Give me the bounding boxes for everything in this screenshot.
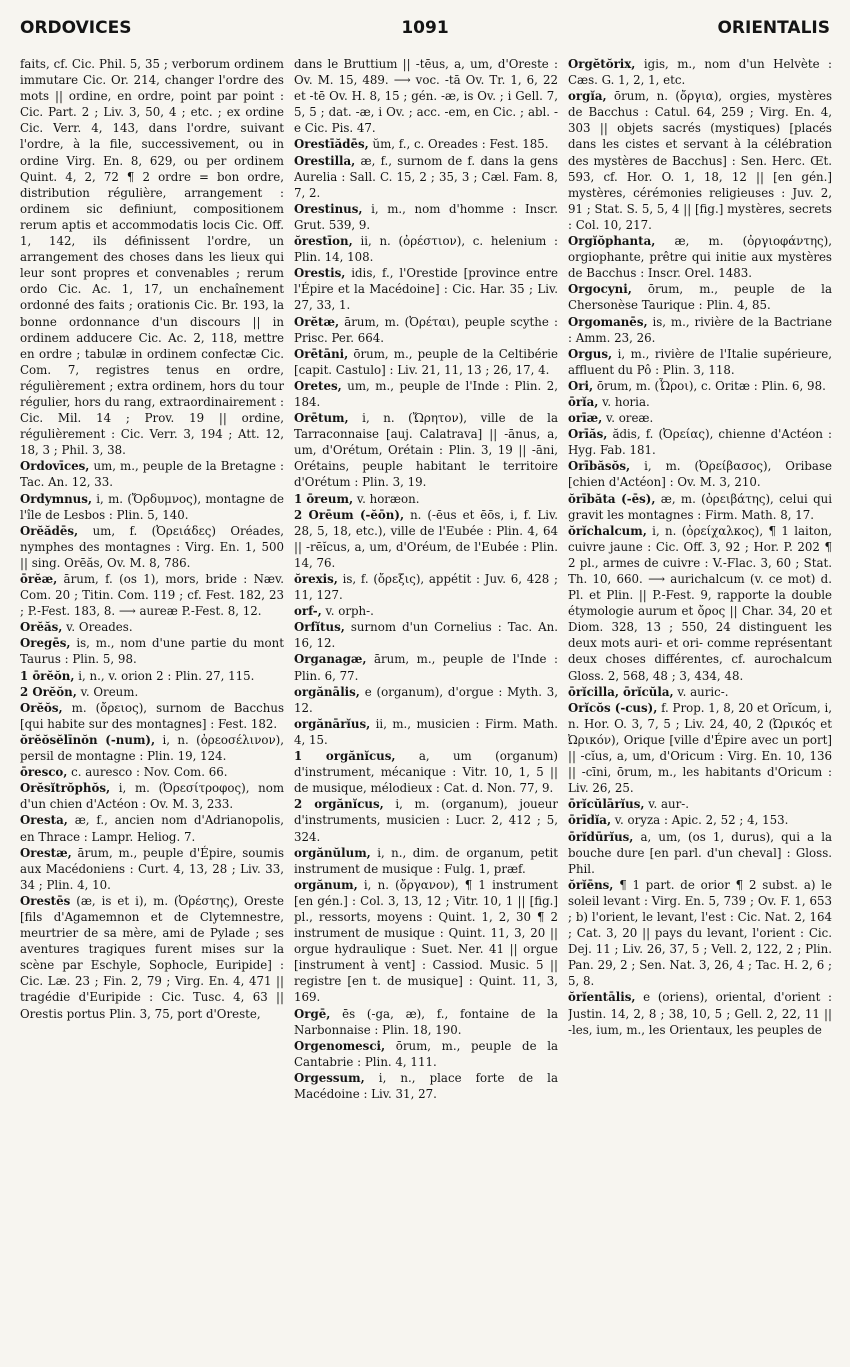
entry-headword: orīæ,	[568, 411, 603, 426]
entry-definition: æ, m. (ὀρειβάτης), celui qui gravit les montagnes : Firm. Math. 8, 17.	[568, 491, 832, 522]
entry-definition: ārum, m., peuple d'Épire, soumis aux Macédoniens : Curt. 4, 13, 28 ; Liv. 33, 34 ; Plin. 4, 10.	[20, 845, 284, 892]
dictionary-entry	[294, 233, 558, 265]
entry-headword: Orestilla,	[294, 153, 356, 168]
dictionary-entry	[20, 684, 284, 700]
entry-headword: ŏrexis,	[294, 572, 338, 586]
dictionary-entry	[20, 458, 284, 490]
entry-headword: Oregēs,	[20, 636, 71, 651]
entry-definition: i, m., nom d'homme : Inscr. Grut. 539, 9.	[294, 201, 558, 232]
entry-definition: is, f. (ὄρεξις), appétit : Juv. 6, 428 ; 11, 127.	[294, 572, 558, 603]
dictionary-entry	[294, 378, 558, 410]
entry-headword: ōrĭdūrĭus,	[568, 829, 634, 844]
entry-definition: ii, m., musicien : Firm. Math. 4, 15.	[294, 716, 558, 747]
dictionary-entry	[20, 491, 284, 523]
dictionary-entry	[568, 458, 832, 490]
entry-headword: Orīăs,	[568, 427, 608, 442]
entry-definition: i, n. (ὀρεοσέλινον), persil de montagne : Plin. 19, 124.	[20, 732, 284, 764]
dictionary-entry	[294, 153, 558, 201]
entry-definition: ārum, m., peuple de l'Inde : Plin. 6, 77.	[294, 652, 558, 683]
entry-definition: i, n., dim. de organum, petit instrument de musique : Fulg. 1, præf.	[294, 845, 558, 876]
dictionary-entry	[20, 635, 284, 667]
dictionary-entry	[294, 314, 558, 346]
entry-headword: orgĭa,	[568, 89, 607, 104]
entry-headword: ōresco,	[20, 765, 68, 780]
entry-headword: ŏrestīon,	[294, 234, 353, 249]
entry-definition: ōrum, m., peuple de la Chersonèse Taurique : Plin. 4, 85.	[568, 282, 832, 313]
entry-definition: (æ, is et i), m. (Ὀρέστης), Oreste [fils d'Agamemnon et de Clytemnestre, meurtrier de sa mère, ami de Pylade ; ses aventures tragiques furent mises sur la scène par Eschyle, Sophocle, Euripide] : Cic. Læ. 23 ; Fin. 2, 79 ; Virg. En. 4, 471 || tragédie d'Euripide : Cic. Tusc. 4, 63 || Orestis portus Plin. 3, 75, port d'Oreste,	[20, 893, 284, 1021]
entry-definition: ŭm, f., c. Oreades : Fest. 185.	[372, 137, 549, 152]
entry-definition: f. Prop. 1, 8, 20 et Orĭcum, i, n. Hor. O. 3, 7, 5 ; Liv. 24, 40, 2 (Ὠρικός et Ὠρικόν), Orique [ville d'Épire avec un port] || -cĭus, a, um, d'Oricum : Virg. En. 10, 136 || -cīni, ōrum, m., les habitants d'Oricum : Liv. 26, 25.	[568, 700, 832, 796]
dictionary-entry	[294, 571, 558, 603]
dictionary-entry	[20, 845, 284, 893]
entry-headword: Ordovīces,	[20, 459, 90, 474]
entry-headword: Orgocyni,	[568, 282, 632, 297]
entry-headword: Orētum,	[294, 411, 349, 426]
dictionary-entry	[20, 668, 284, 684]
entry-definition: um, m., peuple de l'Inde : Plin. 2, 184.	[294, 378, 558, 409]
dictionary-entry	[568, 829, 832, 877]
entry-definition: i, n. (ὄργανον), ¶ 1 instrument [en gén.] : Col. 3, 13, 12 ; Vitr. 10, 1 || [fig.] pl., ressorts, moyens : Quint. 1, 2, 30 ¶ 2 instrument de musique : Quint. 11, 3, 20 || orgue hydraulique : Suet. Ner. 41 || orgue [instrument à vent] : Cassiod. Music. 5 || registre [en t. de musique] : Quint. 11, 3, 169.	[294, 877, 558, 1005]
entry-headword: Orĕădēs,	[20, 523, 79, 538]
entry-definition: um, m., peuple de la Bretagne : Tac. An. 12, 33.	[20, 459, 284, 490]
entry-headword: ŏrĕŏsĕlīnŏn (-num),	[20, 732, 156, 747]
entry-definition: v. orph-.	[325, 604, 374, 619]
entry-definition: æ, m. (ὀργιοφάντης), orgiophante, prêtre qui initie aux mystères de Bacchus : Inscr. Orel. 1483.	[568, 234, 832, 281]
dictionary-entry	[568, 877, 832, 990]
entry-headword: Oresta,	[20, 813, 68, 828]
entry-headword: Orgĭŏphanta,	[568, 234, 656, 249]
entry-headword: ŏrībăta (-ēs),	[568, 491, 656, 506]
entry-definition: æ, f., surnom de f. dans la gens Aurelia : Sall. C. 15, 2 ; 35, 3 ; Cæl. Fam. 8, 7, 2.	[294, 153, 558, 200]
entry-definition: v. auric-.	[677, 684, 729, 699]
entry-definition: e (oriens), oriental, d'orient : Justin. 14, 2, 8 ; 38, 10, 5 ; Gell. 2, 22, 11 || -les, ium, m., les Orientaux, les peuples de	[568, 990, 832, 1037]
entry-definition: i, n., place forte de la Macédoine : Liv. 31, 27.	[294, 1070, 558, 1101]
entry-definition: a, um, (os 1, durus), qui a la bouche dure [en parl. d'un cheval] : Gloss. Phil.	[568, 829, 832, 876]
dictionary-entry	[568, 796, 832, 812]
dictionary-entry	[20, 893, 284, 1022]
entry-headword: Organagæ,	[294, 652, 367, 667]
entry-headword: ŏrĭentālis,	[568, 990, 636, 1005]
entry-headword: 2 Orēum (-ĕōn),	[294, 507, 405, 522]
entry-definition: ōrum, m., peuple de la Cantabrie : Plin. 4, 111.	[294, 1038, 558, 1069]
dictionary-entry	[294, 603, 558, 619]
entry-headword: Orestæ,	[20, 845, 72, 860]
dictionary-entry	[294, 748, 558, 796]
dictionary-entry	[294, 877, 558, 1006]
dictionary-entry	[20, 700, 284, 732]
dictionary-entry	[294, 1070, 558, 1102]
entry-definition: e (organum), d'orgue : Myth. 3, 12.	[294, 684, 558, 715]
entry-headword: Oretes,	[294, 378, 342, 393]
entry-headword: ōrĕæ,	[20, 572, 58, 586]
entry-headword: Orĕăs,	[20, 620, 63, 635]
dictionary-entry	[568, 394, 832, 410]
entry-headword: Orgessum,	[294, 1070, 365, 1085]
entry-headword: Orĕtæ,	[294, 314, 340, 329]
dictionary-entry	[20, 812, 284, 844]
dictionary-entry	[294, 265, 558, 313]
entry-headword: Orgomanēs,	[568, 314, 648, 329]
entry-definition: ēs (-ga, æ), f., fontaine de la Narbonnaise : Plin. 18, 190.	[294, 1006, 558, 1037]
dictionary-entry	[20, 780, 284, 812]
entry-definition: i, m. (organum), joueur d'instruments, musicien : Lucr. 2, 412 ; 5, 324.	[294, 797, 558, 844]
dictionary-entry	[20, 732, 284, 764]
entry-definition: i, m. (Ὀρεσίτροφος), nom d'un chien d'Actéon : Ov. M. 3, 233.	[20, 781, 284, 812]
entry-definition: ōrum, m. (Ὦροι), c. Oritæ : Plin. 6, 98.	[596, 378, 826, 393]
entry-headword: ŏrĭēns,	[568, 877, 614, 892]
dictionary-entry	[568, 410, 832, 426]
entry-headword: Orfĭtus,	[294, 620, 345, 635]
entry-definition: ōrum, m., peuple de la Celtibérie [capit. Castulo] : Liv. 21, 11, 13 ; 26, 17, 4.	[294, 346, 558, 377]
column-1	[20, 56, 284, 1356]
dictionary-entry	[568, 314, 832, 346]
entry-definition: c. auresco : Nov. Com. 66.	[71, 765, 228, 780]
entry-definition: ōrum, n. (ὄργια), orgies, mystères de Bacchus : Catul. 64, 259 ; Virg. En. 4, 303 || objets sacrés (mystiques) [placés dans les cistes et servant à la célébration des mystères de Bacchus] : Sen. Herc. Œt. 593, cf. Hor. O. 1, 18, 12 || [en gén.] mystères, cérémonies religieuses : Juv. 2, 91 ; Stat. S. 5, 5, 4 || [fig.] mystères, secrets : Col. 10, 217.	[568, 89, 832, 232]
entry-definition: faits, cf. Cic. Phil. 5, 35 ; verborum ordinem immutare Cic. Or. 214, changer l'ordre des mots || ordine, en ordre, point par point : Cic. Part. 2 ; Liv. 3, 50, 4 ; etc. ; ex ordine Cic. Verr. 4, 143, dans l'ordre, suivant l'ordre, à la file, successivement, ou in ordine Virg. En. 8, 629, ou per ordinem Quint. 4, 2, 72 ¶ 2 ordre = bon ordre, distribution régulière, arrangement : ordinem sic definiunt, compositionem rerum aptis et accommodatis locis Cic. Off. 1, 142, ils définissent l'ordre, un arrangement des choses dans les lieux qui leur sont propres et convenables ; rerum ordo Cic. Ac. 1, 17, un enchaînement ordonné des faits ; orationis Cic. Br. 193, la bonne ordonnance d'un discours || in ordinem adducere Cic. Ac. 2, 118, mettre en ordre ; tabulæ in ordinem confectæ Cic. Com. 7, registres tenus en ordre, régulièrement ; extra ordinem, hors du tour régulier, hors du rang, extraordinairement : Cic. Mil. 14 ; Prov. 19 || ordine, régulièrement : Cic. Verr. 3, 194 ; Att. 12, 18, 3 ; Phil. 3, 38.	[20, 57, 284, 458]
header-left-guide-word: ORDOVICES	[20, 18, 132, 38]
dictionary-entry	[294, 136, 558, 152]
entry-definition: i, m. (Ὀρείβασος), Oribase [chien d'Actéon] : Ov. M. 3, 210.	[568, 459, 832, 490]
dictionary-entry	[568, 684, 832, 700]
entry-headword: orgănārĭus,	[294, 716, 371, 731]
entry-headword: ŏrĭchalcum,	[568, 523, 647, 538]
entry-definition: v. Oreum.	[80, 684, 139, 699]
entry-headword: orgănālis,	[294, 684, 360, 699]
dictionary-entry	[568, 700, 832, 797]
dictionary-entry	[568, 491, 832, 523]
dictionary-entry	[20, 619, 284, 635]
entry-headword: Orestīădēs,	[294, 137, 369, 152]
dictionary-entry	[294, 201, 558, 233]
entry-definition: um, f. (Ὀρειάδες) Oréades, nymphes des montagnes : Virg. En. 1, 500 || sing. Orēăs, Ov. M. 8, 786.	[20, 523, 284, 570]
dictionary-entry	[20, 764, 284, 780]
entry-definition: i, n. (Ὤρητον), ville de la Tarraconnaise [auj. Calatrava] || -ānus, a, um, d'Orétum, Orétain : Plin. 3, 19 || -āni, Orétains, peuple habitant le territoire d'Orétum : Plin. 3, 19.	[294, 411, 558, 490]
dictionary-entry	[294, 716, 558, 748]
entry-definition: n. (-ēus et ēōs, i, f. Liv. 28, 5, 18, etc.), ville de l'Eubée : Plin. 4, 64 || -rēĭcus, a, um, d'Oréum, de l'Eubée : Plin. 14, 76.	[294, 507, 558, 570]
entry-definition: surnom d'un Cornelius : Tac. An. 16, 12.	[294, 620, 558, 651]
entry-headword: Orgenomesci,	[294, 1038, 386, 1053]
entry-headword: 2 orgănĭcus,	[294, 797, 384, 812]
dictionary-entry	[294, 619, 558, 651]
entry-definition: ădis, f. (Ὀρείας), chienne d'Actéon : Hyg. Fab. 181.	[568, 427, 832, 458]
entry-headword: ōrĭcilla, ōrĭcŭla,	[568, 684, 674, 699]
entry-definition: æ, f., ancien nom d'Adrianopolis, en Thrace : Lampr. Heliog. 7.	[20, 813, 284, 844]
entry-definition: ii, n. (ὀρέστιον), c. helenium : Plin. 14, 108.	[294, 234, 558, 265]
dictionary-entry	[568, 989, 832, 1037]
dictionary-entry	[568, 233, 832, 281]
entry-definition: v. aur-.	[648, 797, 690, 812]
entry-headword: Ordymnus,	[20, 491, 92, 506]
dictionary-entry	[20, 56, 284, 458]
entry-definition: v. horæon.	[356, 491, 420, 506]
entry-headword: Orētāni,	[294, 346, 349, 361]
dictionary-entry	[294, 796, 558, 844]
entry-headword: Orestis,	[294, 266, 346, 281]
entry-definition: ārum, m. (Ὀρέται), peuple scythe : Prisc. Per. 664.	[294, 314, 558, 345]
entry-headword: Orgē,	[294, 1006, 331, 1021]
entry-definition: ¶ 1 part. de orior ¶ 2 subst. a) le soleil levant : Virg. En. 5, 739 ; Ov. F. 1, 653 ; b) l'orient, le levant, l'est : Cic. Nat. 2, 164 ; Cat. 3, 20 || pays du levant, l'orient : Cic. Dej. 11 ; Liv. 26, 37, 5 ; Vell. 2, 122, 2 ; Plin. Pan. 29, 2 ; Sen. Nat. 3, 26, 4 ; Tac. H. 2, 6 ; 5, 8.	[568, 877, 832, 989]
entry-headword: Orĕsĭtrŏphŏs,	[20, 781, 111, 796]
entry-definition: dans le Bruttium || -tēus, a, um, d'Oreste : Ov. M. 15, 489. ⟶ voc. -tā Ov. Tr. 1, 6, 22 et -tē Ov. H. 8, 15 ; gén. -æ, is Ov. ; i Gell. 7, 5, 5 ; dat. -æ, i Ov. ; acc. -em, en Cic. ; abl. -e Cic. Pis. 47.	[294, 57, 558, 136]
entry-definition: i, n. (ὀρείχαλκος), ¶ 1 laiton, cuivre jaune : Cic. Off. 3, 92 ; Hor. P. 202 ¶ 2 pl., armes de cuivre : V.-Flac. 3, 60 ; Stat. Th. 10, 660. ⟶ aurichalcum (v. ce mot) d. Pl. et Plin. || P.-Fest. 9, rapporte la double étymologie aurum et ὄρος || Char. 34, 20 et Diom. 328, 13 ; 550, 24 distinguent les deux mots auri- et ori- comme représentant deux choses différentes, cf. aurochalcum Gloss. 2, 568, 48 ; 3, 434, 48.	[568, 523, 832, 683]
entry-definition: a, um (organum) d'instrument, mécanique : Vitr. 10, 1, 5 || de musique, mélodieux : Cat. d. Non. 77, 9.	[294, 749, 558, 796]
dictionary-entry	[294, 1038, 558, 1070]
entry-definition: is, m., rivière de la Bactriane : Amm. 23, 26.	[568, 314, 832, 345]
entry-headword: orf-,	[294, 604, 322, 619]
entry-headword: Orĭcŏs (-cus),	[568, 700, 658, 715]
entry-definition: v. Oreades.	[66, 620, 133, 635]
dictionary-entry	[294, 845, 558, 877]
dictionary-entry	[568, 378, 832, 394]
entry-definition: i, n., v. orion 2 : Plin. 27, 115.	[78, 668, 255, 683]
entry-headword: ōrīdĭa,	[568, 813, 612, 828]
dictionary-entry	[568, 523, 832, 684]
entry-headword: Orĕŏs,	[20, 700, 63, 715]
entry-definition: v. oreæ.	[605, 411, 654, 426]
dictionary-entry	[294, 346, 558, 378]
entry-headword: 2 Orĕŏn,	[20, 684, 77, 699]
entry-headword: Orestēs	[20, 893, 71, 908]
dictionary-entry	[294, 56, 558, 136]
entry-headword: Orībăsŏs,	[568, 459, 631, 474]
page-header	[20, 18, 830, 48]
entry-definition: v. oryza : Apic. 2, 52 ; 4, 153.	[614, 813, 789, 828]
dictionary-entry	[294, 1006, 558, 1038]
dictionary-entry	[568, 88, 832, 233]
entry-headword: Orgĕtŏrix,	[568, 57, 636, 71]
entry-headword: Orgus,	[568, 346, 613, 361]
column-2	[294, 56, 558, 1356]
dictionary-entry	[294, 410, 558, 490]
entry-headword: 1 ōrĕŏn,	[20, 668, 75, 683]
entry-headword: orgănŭlum,	[294, 845, 371, 860]
dictionary-entry	[294, 651, 558, 683]
entry-headword: ōrĭa,	[568, 394, 599, 409]
entry-definition: i, m. (Ὄρδυμνος), montagne de l'île de Lesbos : Plin. 5, 140.	[20, 491, 284, 522]
dictionary-entry	[568, 812, 832, 828]
entry-definition: igis, m., nom d'un Helvète : Cæs. G. 1, 2, 1, etc.	[568, 57, 832, 88]
entry-headword: ōrĭcŭlārĭus,	[568, 797, 645, 812]
entry-headword: 1 orgănĭcus,	[294, 749, 396, 764]
dictionary-entry	[294, 684, 558, 716]
dictionary-entry	[20, 523, 284, 571]
entry-definition: ārum, f. (os 1), mors, bride : Næv. Com. 20 ; Titin. Com. 119 ; cf. Fest. 182, 23 ; P.-Fest. 183, 8. ⟶ aureæ P.-Fest. 8, 12.	[20, 572, 284, 619]
entry-headword: 1 ōreum,	[294, 491, 354, 506]
header-right-guide-word: ORIENTALIS	[717, 18, 830, 38]
dictionary-entry	[568, 346, 832, 378]
entry-headword: orgănum,	[294, 877, 358, 892]
entry-definition: m. (ὄρειος), surnom de Bacchus [qui habite sur des montagnes] : Fest. 182.	[20, 700, 284, 731]
entry-definition: idis, f., l'Orestide [province entre l'Épire et la Macédoine] : Cic. Har. 35 ; Liv. 27, 33, 1.	[294, 266, 558, 313]
column-3	[568, 56, 832, 1356]
page-number: 1091	[401, 18, 449, 38]
dictionary-entry	[20, 571, 284, 619]
dictionary-entry	[294, 507, 558, 571]
dictionary-entry	[568, 426, 832, 458]
entry-definition: i, m., rivière de l'Italie supérieure, affluent du Pô : Plin. 3, 118.	[568, 346, 832, 377]
text-columns	[20, 56, 832, 1356]
entry-definition: v. horia.	[602, 394, 650, 409]
entry-definition: is, m., nom d'une partie du mont Taurus : Plin. 5, 98.	[20, 636, 284, 667]
entry-headword: Orestinus,	[294, 201, 363, 216]
dictionary-entry	[294, 491, 558, 507]
dictionary-entry	[568, 56, 832, 88]
dictionary-entry	[568, 281, 832, 313]
entry-headword: Ori,	[568, 378, 594, 393]
